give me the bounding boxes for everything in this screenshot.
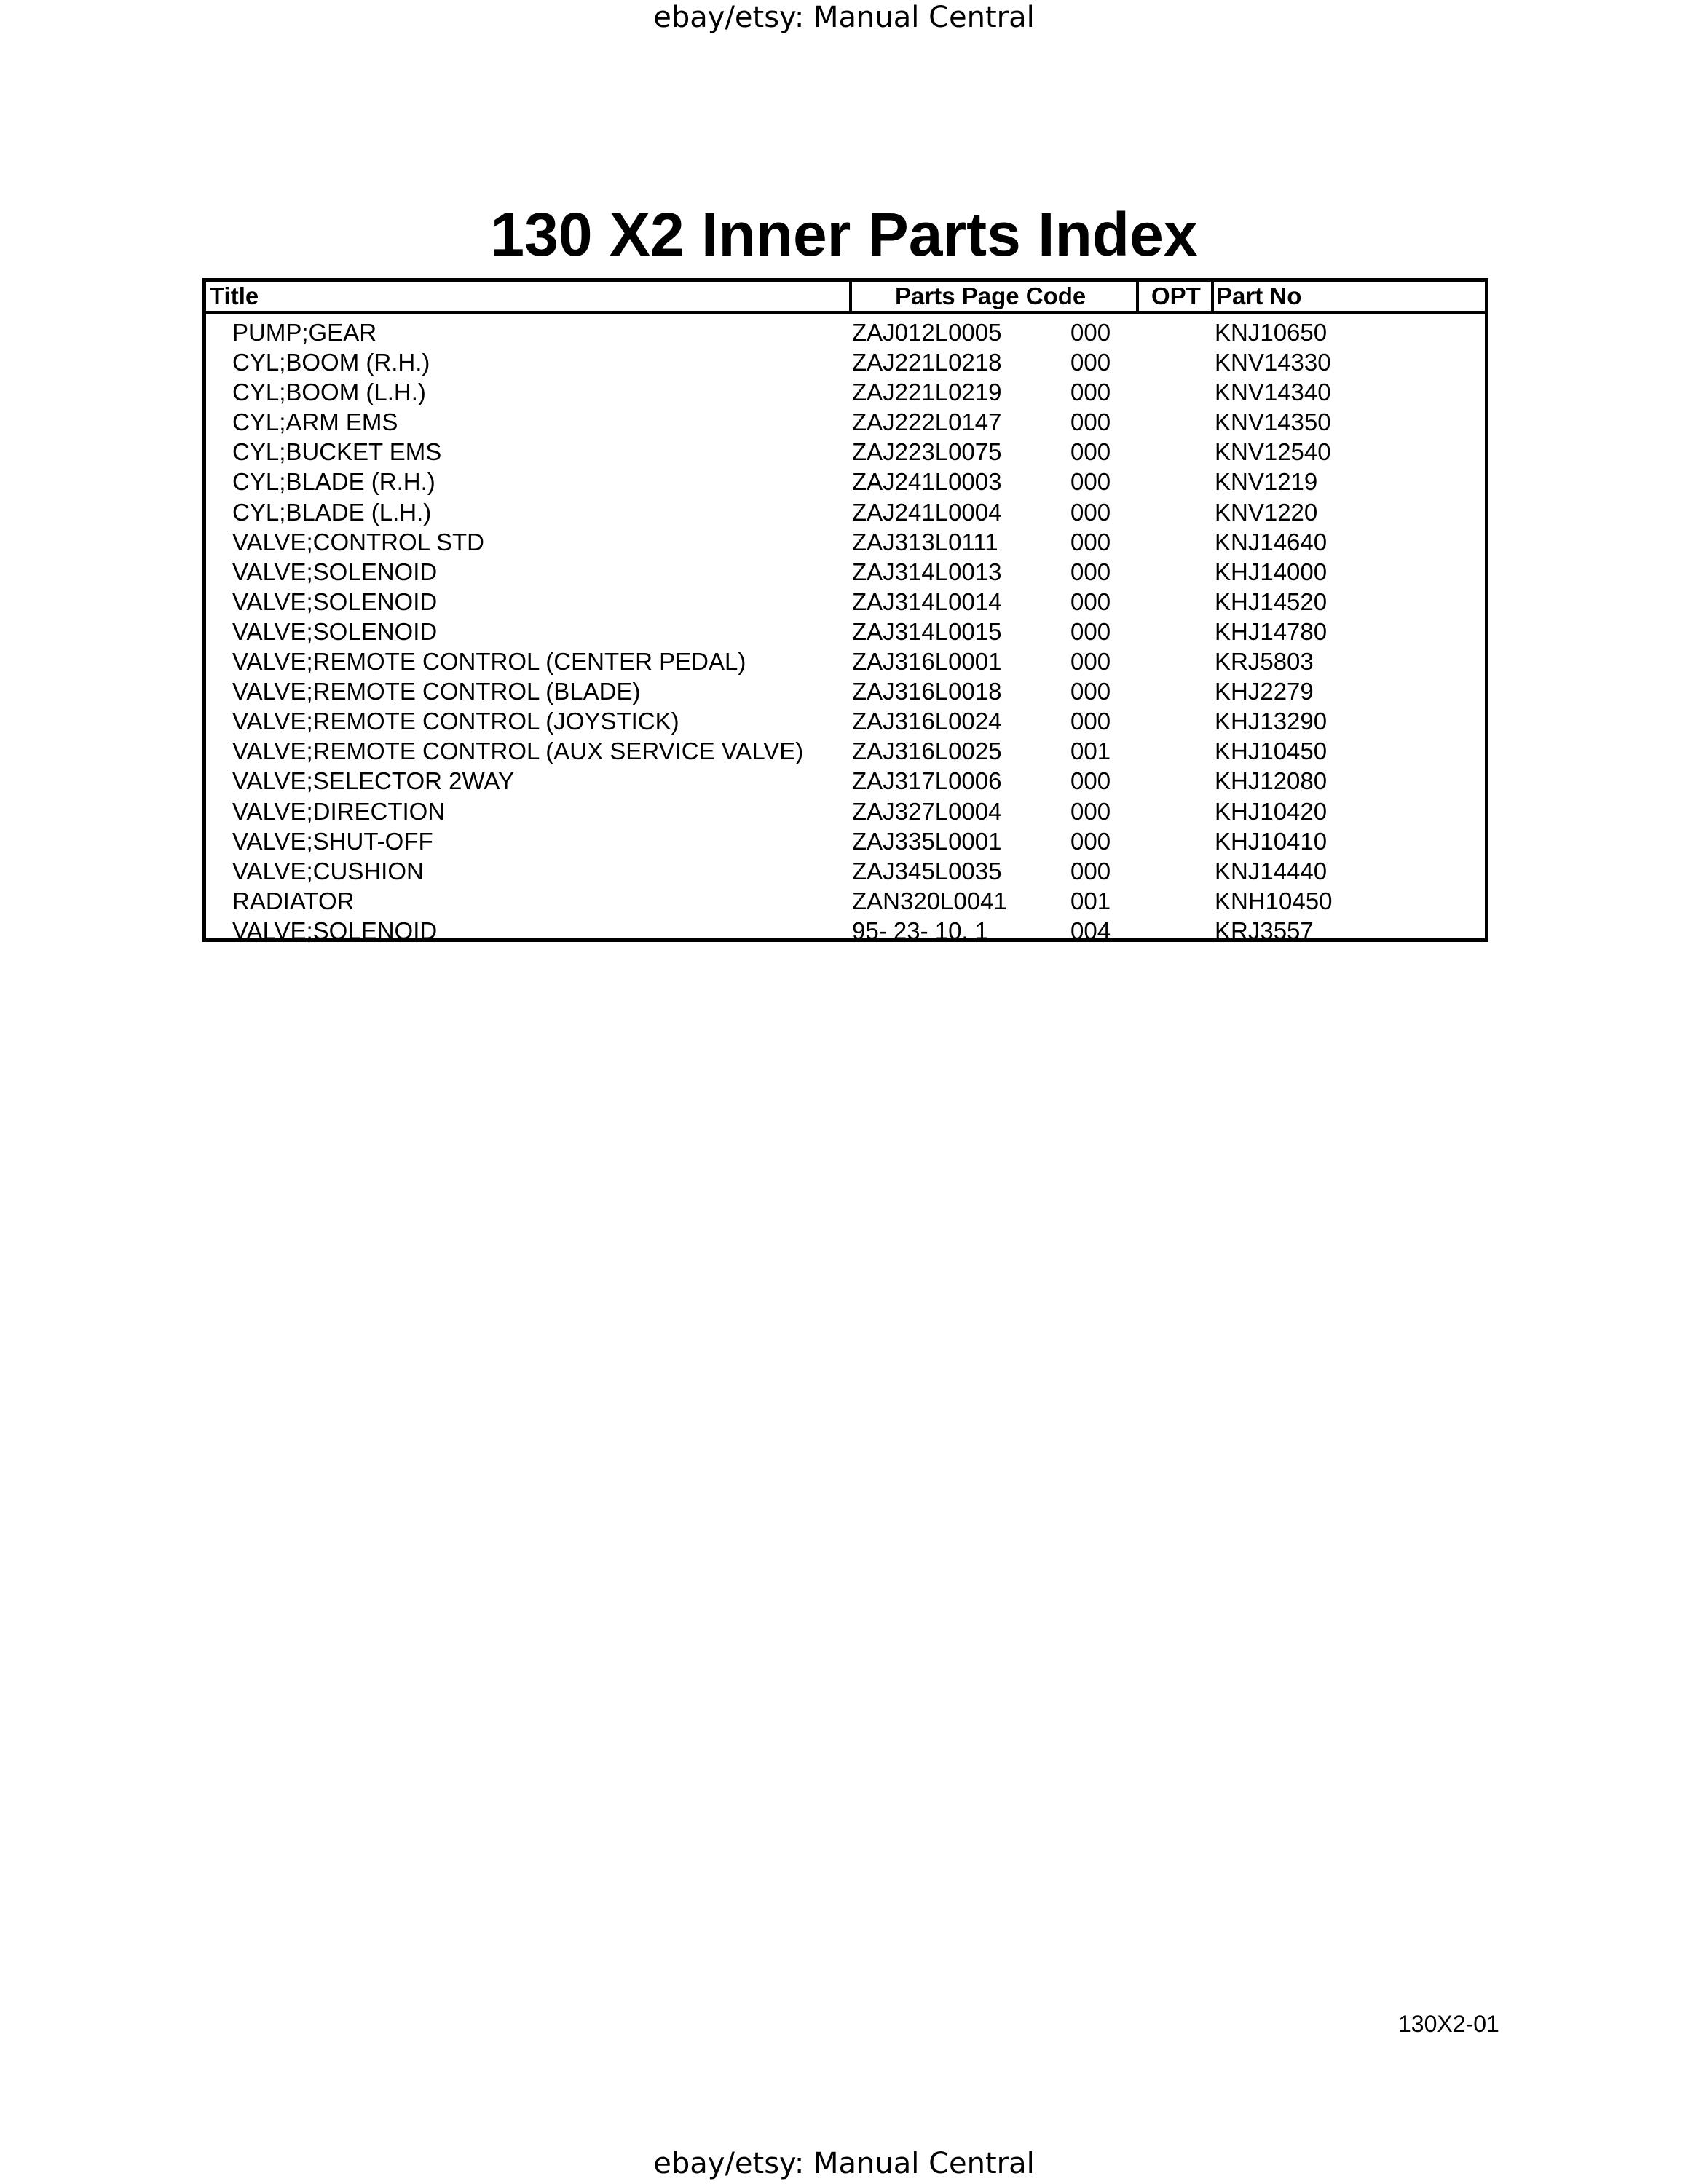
table-header <box>206 282 1485 314</box>
row-parts-page-code: ZAJ316L0024 <box>852 708 1002 735</box>
page-code: 130X2-01 <box>1398 2011 1499 2037</box>
row-parts-page-code: ZAJ316L0018 <box>852 678 1002 705</box>
table-row <box>206 407 1485 437</box>
row-opt: 000 <box>1070 498 1111 526</box>
page-title: 130 X2 Inner Parts Index <box>490 200 1198 269</box>
parts-index-table <box>202 278 1488 942</box>
row-parts-page-code: ZAJ316L0025 <box>852 737 1002 765</box>
table-body <box>206 317 1485 946</box>
row-parts-page-code: ZAJ223L0075 <box>852 438 1002 466</box>
table-row <box>206 916 1485 946</box>
row-title: CYL;BLADE (R.H.) <box>232 468 435 496</box>
row-part-no: KNV1220 <box>1215 498 1318 526</box>
table-row <box>206 646 1485 676</box>
row-opt: 000 <box>1070 468 1111 496</box>
row-title: CYL;ARM EMS <box>232 408 398 436</box>
row-part-no: KHJ13290 <box>1215 708 1328 735</box>
table-row <box>206 347 1485 377</box>
row-title: VALVE;SHUT-OFF <box>232 827 433 855</box>
row-part-no: KHJ14520 <box>1215 587 1328 615</box>
row-part-no: KHJ12080 <box>1215 767 1328 795</box>
row-title: PUMP;GEAR <box>232 319 377 346</box>
table-row <box>206 437 1485 467</box>
row-parts-page-code: ZAJ314L0013 <box>852 558 1002 585</box>
row-title: VALVE;CONTROL STD <box>232 528 484 555</box>
header-divider <box>1211 282 1214 311</box>
row-title: VALVE;DIRECTION <box>232 797 446 825</box>
row-opt: 000 <box>1070 319 1111 346</box>
table-row <box>206 617 1485 646</box>
row-title: CYL;BOOM (R.H.) <box>232 349 430 376</box>
row-part-no: KNV14330 <box>1215 349 1331 376</box>
row-part-no: KNV12540 <box>1215 438 1331 466</box>
row-parts-page-code: ZAJ316L0001 <box>852 648 1002 676</box>
row-title: VALVE;REMOTE CONTROL (JOYSTICK) <box>232 708 679 735</box>
table-row <box>206 736 1485 766</box>
row-part-no: KHJ14780 <box>1215 617 1328 645</box>
row-opt: 000 <box>1070 827 1111 855</box>
row-part-no: KRJ5803 <box>1215 648 1314 676</box>
row-opt: 004 <box>1070 917 1111 944</box>
row-part-no: KHJ2279 <box>1215 678 1314 705</box>
row-part-no: KNJ14440 <box>1215 857 1328 885</box>
row-parts-page-code: ZAJ314L0014 <box>852 587 1002 615</box>
table-row <box>206 467 1485 496</box>
table-row <box>206 826 1485 856</box>
row-opt: 000 <box>1070 438 1111 466</box>
row-part-no: KRJ3557 <box>1215 917 1314 944</box>
row-parts-page-code: ZAJ012L0005 <box>852 319 1002 346</box>
row-parts-page-code: ZAJ327L0004 <box>852 797 1002 825</box>
row-opt: 000 <box>1070 678 1111 705</box>
row-opt: 001 <box>1070 887 1111 914</box>
row-parts-page-code: 95- 23- 10. 1 <box>852 917 989 944</box>
row-part-no: KHJ10420 <box>1215 797 1328 825</box>
table-row <box>206 796 1485 826</box>
row-parts-page-code: ZAJ314L0015 <box>852 617 1002 645</box>
table-row <box>206 497 1485 527</box>
row-opt: 000 <box>1070 558 1111 585</box>
table-row <box>206 557 1485 587</box>
watermark-bottom: ebay/etsy: Manual Central <box>653 2147 1035 2180</box>
row-opt: 000 <box>1070 797 1111 825</box>
table-row <box>206 317 1485 347</box>
row-parts-page-code: ZAJ317L0006 <box>852 767 1002 795</box>
row-opt: 000 <box>1070 708 1111 735</box>
header-opt: OPT <box>1151 282 1201 309</box>
row-title: VALVE;SOLENOID <box>232 558 438 585</box>
row-title: VALVE;REMOTE CONTROL (AUX SERVICE VALVE) <box>232 737 804 765</box>
table-row <box>206 676 1485 706</box>
row-part-no: KNH10450 <box>1215 887 1333 914</box>
row-parts-page-code: ZAJ222L0147 <box>852 408 1002 436</box>
table-row <box>206 766 1485 796</box>
row-opt: 000 <box>1070 408 1111 436</box>
row-opt: 000 <box>1070 857 1111 885</box>
row-parts-page-code: ZAN320L0041 <box>852 887 1007 914</box>
watermark-top: ebay/etsy: Manual Central <box>653 1 1035 34</box>
row-title: VALVE;REMOTE CONTROL (BLADE) <box>232 678 641 705</box>
row-opt: 001 <box>1070 737 1111 765</box>
header-part-no: Part No <box>1216 282 1302 309</box>
row-parts-page-code: ZAJ241L0003 <box>852 468 1002 496</box>
row-title: VALVE;REMOTE CONTROL (CENTER PEDAL) <box>232 648 746 676</box>
header-divider <box>849 282 852 311</box>
table-row <box>206 886 1485 916</box>
row-part-no: KNV14350 <box>1215 408 1331 436</box>
row-part-no: KHJ10410 <box>1215 827 1328 855</box>
row-part-no: KHJ14000 <box>1215 558 1328 585</box>
row-opt: 000 <box>1070 617 1111 645</box>
row-parts-page-code: ZAJ241L0004 <box>852 498 1002 526</box>
header-parts-page-code: Parts Page Code <box>895 282 1086 309</box>
row-opt: 000 <box>1070 767 1111 795</box>
row-opt: 000 <box>1070 379 1111 406</box>
table-row <box>206 527 1485 557</box>
row-title: VALVE;SOLENOID <box>232 587 438 615</box>
row-part-no: KNJ10650 <box>1215 319 1328 346</box>
row-part-no: KHJ10450 <box>1215 737 1328 765</box>
row-title: VALVE;CUSHION <box>232 857 424 885</box>
row-parts-page-code: ZAJ335L0001 <box>852 827 1002 855</box>
row-title: RADIATOR <box>232 887 355 914</box>
row-parts-page-code: ZAJ221L0218 <box>852 349 1002 376</box>
table-row <box>206 377 1485 407</box>
row-part-no: KNJ14640 <box>1215 528 1328 555</box>
table-row <box>206 706 1485 736</box>
table-row <box>206 856 1485 886</box>
row-title: VALVE;SOLENOID <box>232 617 438 645</box>
row-parts-page-code: ZAJ313L0111 <box>852 528 998 555</box>
row-part-no: KNV14340 <box>1215 379 1331 406</box>
row-title: CYL;BOOM (L.H.) <box>232 379 426 406</box>
row-parts-page-code: ZAJ221L0219 <box>852 379 1002 406</box>
row-opt: 000 <box>1070 648 1111 676</box>
row-title: CYL;BUCKET EMS <box>232 438 442 466</box>
row-part-no: KNV1219 <box>1215 468 1318 496</box>
row-title: CYL;BLADE (L.H.) <box>232 498 432 526</box>
header-divider <box>1136 282 1139 311</box>
row-opt: 000 <box>1070 349 1111 376</box>
header-title: Title <box>210 282 259 309</box>
row-title: VALVE;SOLENOID <box>232 917 438 944</box>
row-parts-page-code: ZAJ345L0035 <box>852 857 1002 885</box>
row-opt: 000 <box>1070 528 1111 555</box>
table-row <box>206 587 1485 617</box>
row-opt: 000 <box>1070 587 1111 615</box>
row-title: VALVE;SELECTOR 2WAY <box>232 767 514 795</box>
